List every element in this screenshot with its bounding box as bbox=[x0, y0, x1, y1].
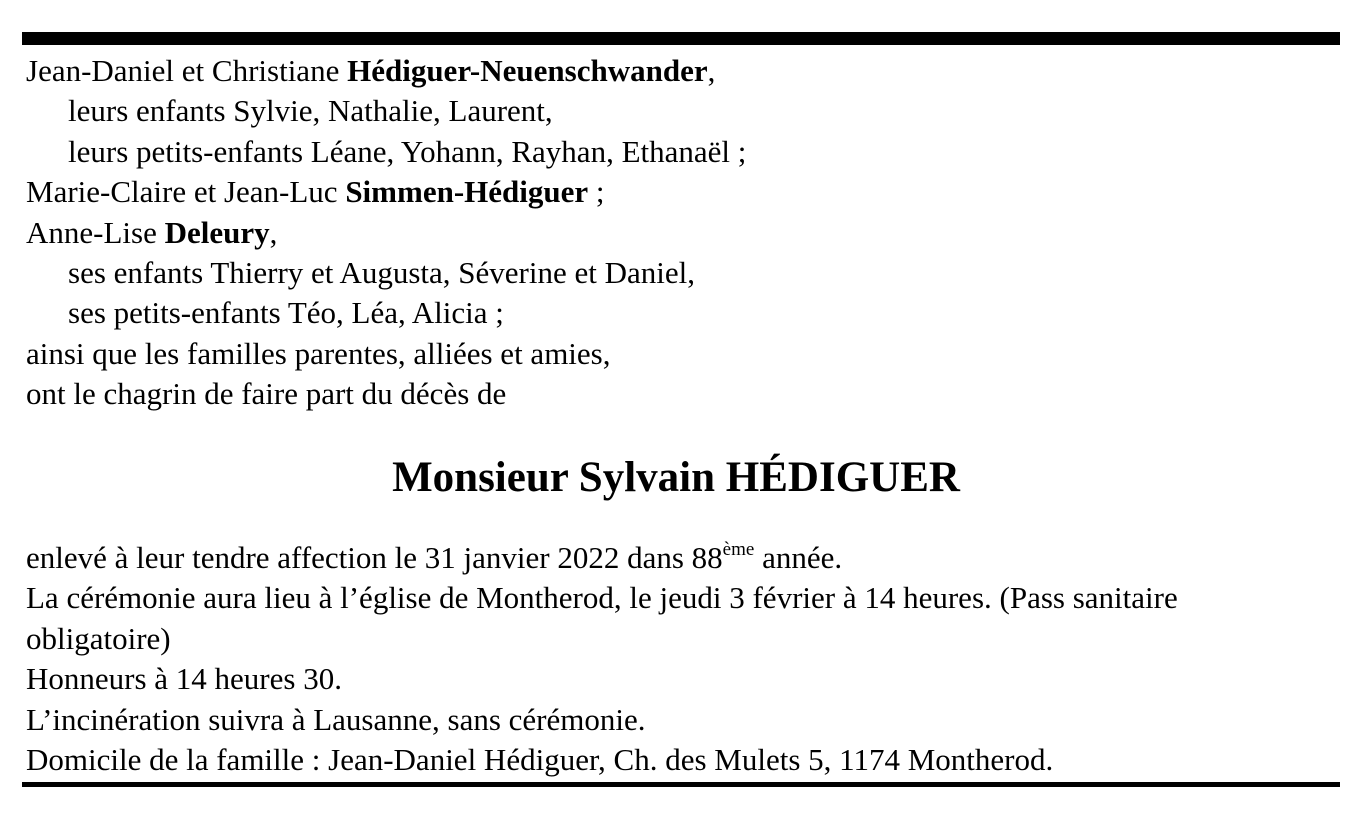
family-surname-3: Deleury bbox=[164, 214, 270, 250]
details-line-5: L’incinération suivra à Lausanne, sans cérémonie. bbox=[26, 701, 646, 737]
family-line-4: Marie-Claire et Jean-Luc Simmen-Hédiguer ; bbox=[26, 174, 605, 210]
ceremony-details bbox=[26, 538, 1346, 780]
bottom-rule bbox=[22, 782, 1340, 787]
details-line-2: La cérémonie aura lieu à l’église de Montherod, le jeudi 3 février à 14 heures. (Pass sanitaire bbox=[26, 580, 1178, 616]
details-line-6: Domicile de la famille : Jean-Daniel Hédiguer, Ch. des Mulets 5, 1174 Montherod. bbox=[26, 741, 1054, 777]
details-line-1: enlevé à leur tendre affection le 31 janvier 2022 dans 88ème année. bbox=[26, 539, 843, 575]
family-line-5: Anne-Lise Deleury, bbox=[26, 214, 278, 250]
family-line-2: leurs enfants Sylvie, Nathalie, Laurent, bbox=[68, 93, 553, 129]
top-rule bbox=[22, 32, 1340, 45]
family-line-3: leurs petits-enfants Léane, Yohann, Rayhan, Ethanaël ; bbox=[68, 133, 747, 169]
details-line-4: Honneurs à 14 heures 30. bbox=[26, 661, 342, 697]
ordinal-suffix: ème bbox=[722, 539, 755, 560]
family-surname-1: Hédiguer-Neuenschwander bbox=[347, 53, 708, 88]
family-line-7: ses petits-enfants Téo, Léa, Alicia ; bbox=[68, 295, 504, 331]
family-list bbox=[26, 51, 1346, 415]
details-line-3: obligatoire) bbox=[26, 620, 171, 656]
family-line-1: Jean-Daniel et Christiane Hédiguer-Neuenschwander, bbox=[26, 53, 716, 88]
family-surname-2: Simmen-Hédiguer bbox=[345, 174, 589, 210]
family-line-6: ses enfants Thierry et Augusta, Séverine et Daniel, bbox=[68, 254, 695, 290]
deceased-name: Monsieur Sylvain HÉDIGUER bbox=[392, 454, 960, 501]
family-line-9: ont le chagrin de faire part du décès de bbox=[26, 376, 507, 412]
family-line-8: ainsi que les familles parentes, alliées et amies, bbox=[26, 335, 611, 371]
